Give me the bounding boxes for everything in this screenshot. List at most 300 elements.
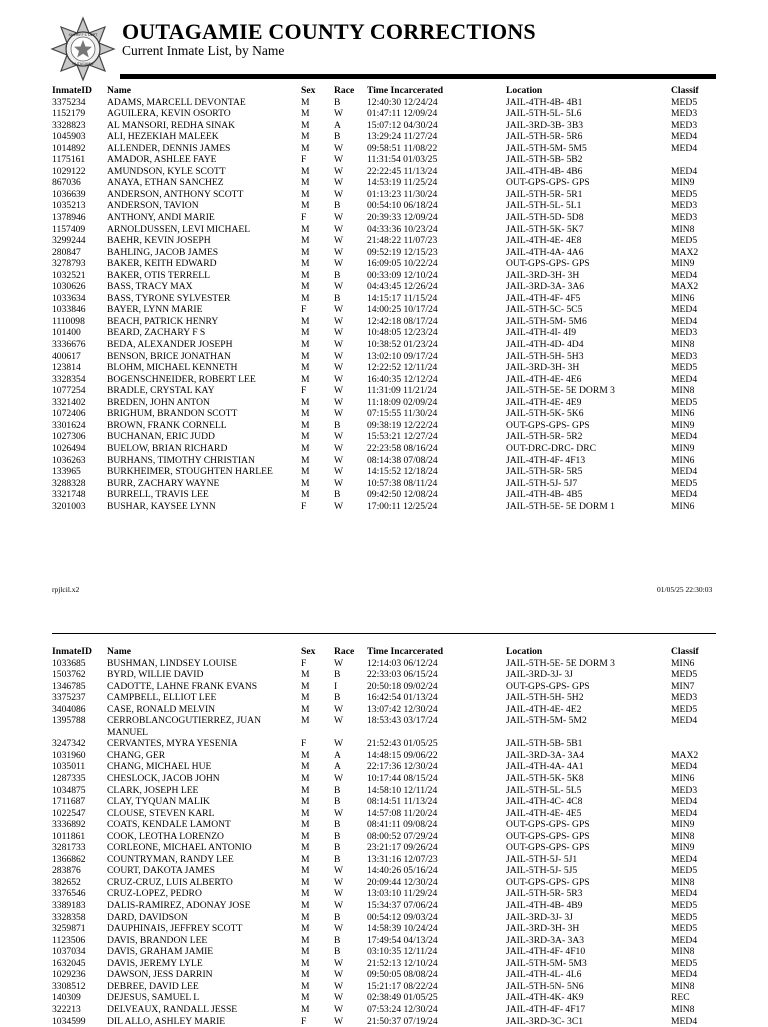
cell-inmate-id: 1110098	[52, 316, 85, 328]
cell-classif: MED3	[671, 200, 697, 212]
cell-classif: MIN9	[671, 842, 694, 854]
cell-inmate-id: 1346785	[52, 681, 86, 693]
cell-time-incarcerated: 08:41:11 09/08/24	[367, 819, 437, 831]
cell-name: DALIS-RAMIREZ, ADONAY JOSE	[107, 900, 250, 912]
column-header-inmate-id: InmateID	[52, 85, 92, 97]
cell-name: BASS, TYRONE SYLVESTER	[107, 293, 230, 305]
table-row	[52, 224, 732, 236]
cell-sex: M	[301, 704, 310, 716]
table-row	[52, 397, 732, 409]
table-row	[52, 773, 732, 785]
cell-sex: M	[301, 270, 310, 282]
cell-time-incarcerated: 14:58:39 10/24/24	[367, 923, 438, 935]
cell-time-incarcerated: 21:52:43 01/05/25	[367, 738, 438, 750]
cell-race: B	[334, 293, 340, 305]
cell-classif: MED4	[671, 131, 697, 143]
cell-name: BUCHANAN, ERIC JUDD	[107, 431, 215, 443]
cell-location: JAIL-5TH-5M- 5M5	[506, 143, 587, 155]
cell-location: OUT-GPS-GPS- GPS	[506, 877, 590, 889]
cell-race: W	[334, 281, 343, 293]
cell-time-incarcerated: 00:54:10 06/18/24	[367, 200, 438, 212]
cell-location: JAIL-5TH-5C- 5C5	[506, 304, 582, 316]
cell-classif: MED4	[671, 316, 697, 328]
table-row	[52, 900, 732, 912]
cell-classif: MIN6	[671, 293, 694, 305]
cell-sex: M	[301, 97, 310, 109]
inmate-table-page-1	[52, 85, 732, 512]
page-break-divider	[52, 633, 716, 634]
print-timestamp: 01/05/25 22:30:03	[657, 585, 712, 594]
cell-time-incarcerated: 01:13:23 11/30/24	[367, 189, 437, 201]
table-row	[52, 1016, 732, 1027]
cell-race: W	[334, 923, 343, 935]
table-row	[52, 478, 732, 490]
table-row	[52, 235, 732, 247]
cell-time-incarcerated: 16:40:35 12/12/24	[367, 374, 438, 386]
cell-classif: REC	[671, 992, 690, 1004]
cell-race: A	[334, 750, 341, 762]
cell-classif: MED5	[671, 669, 697, 681]
table-row	[52, 935, 732, 947]
table-row	[52, 408, 732, 420]
cell-time-incarcerated: 20:09:44 12/30/24	[367, 877, 438, 889]
cell-inmate-id: 1033685	[52, 658, 86, 670]
cell-name: CHANG, MICHAEL HUE	[107, 761, 211, 773]
table-row	[52, 658, 732, 670]
cell-location: JAIL-5TH-5E- 5E DORM 3	[506, 385, 615, 397]
cell-location: JAIL-3RD-3J- 3J	[506, 912, 573, 924]
cell-race: B	[334, 97, 340, 109]
cell-time-incarcerated: 10:48:05 12/23/24	[367, 327, 438, 339]
column-header-name: Name	[107, 646, 131, 658]
table-row	[52, 808, 732, 820]
cell-location: OUT-GPS-GPS- GPS	[506, 177, 590, 189]
cell-sex: M	[301, 258, 310, 270]
cell-location: JAIL-5TH-5R- 5R2	[506, 431, 582, 443]
table-row	[52, 200, 732, 212]
cell-time-incarcerated: 08:00:52 07/29/24	[367, 831, 438, 843]
cell-location: JAIL-5TH-5J- 5J1	[506, 854, 577, 866]
cell-race: B	[334, 669, 340, 681]
cell-race: W	[334, 738, 343, 750]
column-header-classif: Classif	[671, 85, 699, 97]
table-row	[52, 704, 732, 716]
cell-classif: MED3	[671, 785, 697, 797]
cell-time-incarcerated: 12:40:30 12/24/24	[367, 97, 438, 109]
cell-location: JAIL-5TH-5K- 5K7	[506, 224, 584, 236]
cell-sex: M	[301, 247, 310, 259]
cell-location: JAIL-4TH-4B- 4B6	[506, 166, 582, 178]
cell-sex: M	[301, 1004, 310, 1016]
table-row	[52, 923, 732, 935]
table-row	[52, 946, 732, 958]
cell-race: W	[334, 704, 343, 716]
cell-classif: MED4	[671, 854, 697, 866]
cell-location: JAIL-5TH-5M- 5M6	[506, 316, 587, 328]
header-divider	[120, 74, 716, 79]
cell-inmate-id: 1031960	[52, 750, 86, 762]
cell-inmate-id: 1123506	[52, 935, 85, 947]
cell-classif: MED4	[671, 143, 697, 155]
cell-location: JAIL-5TH-5N- 5N6	[506, 981, 584, 993]
cell-inmate-id: 1077254	[52, 385, 86, 397]
cell-race: W	[334, 327, 343, 339]
cell-sex: M	[301, 478, 310, 490]
cell-location: JAIL-5TH-5B- 5B2	[506, 154, 582, 166]
cell-name: AMUNDSON, KYLE SCOTT	[107, 166, 226, 178]
cell-sex: M	[301, 750, 310, 762]
cell-time-incarcerated: 04:43:45 12/26/24	[367, 281, 438, 293]
cell-name: BROWN, FRANK CORNELL	[107, 420, 227, 432]
cell-inmate-id: 1033846	[52, 304, 86, 316]
cell-classif: MIN9	[671, 443, 694, 455]
cell-classif: MED5	[671, 900, 697, 912]
cell-inmate-id: 400617	[52, 351, 81, 363]
cell-time-incarcerated: 12:14:03 06/12/24	[367, 658, 438, 670]
cell-inmate-id: 1287335	[52, 773, 86, 785]
cell-name: AGUILERA, KEVIN OSORTO	[107, 108, 231, 120]
cell-time-incarcerated: 11:31:09 11/21/24	[367, 385, 437, 397]
column-header-inmate-id: InmateID	[52, 646, 92, 658]
cell-time-incarcerated: 10:38:52 01/23/24	[367, 339, 438, 351]
cell-time-incarcerated: 12:42:18 08/17/24	[367, 316, 438, 328]
cell-name: DAVIS, GRAHAM JAMIE	[107, 946, 213, 958]
cell-inmate-id: 1034875	[52, 785, 86, 797]
cell-name: CLAY, TYQUAN MALIK	[107, 796, 210, 808]
cell-inmate-id: 3376546	[52, 888, 86, 900]
cell-race: W	[334, 443, 343, 455]
table-row	[52, 316, 732, 328]
cell-inmate-id: 1072406	[52, 408, 86, 420]
cell-location: JAIL-4TH-4A- 4A6	[506, 247, 584, 259]
cell-inmate-id: 1045903	[52, 131, 86, 143]
cell-race: W	[334, 247, 343, 259]
cell-time-incarcerated: 08:14:51 11/13/24	[367, 796, 437, 808]
cell-race: I	[334, 681, 337, 693]
table-row	[52, 692, 732, 704]
cell-location: OUT-DRC-DRC- DRC	[506, 443, 596, 455]
cell-time-incarcerated: 14:40:26 05/16/24	[367, 865, 438, 877]
cell-classif: MIN8	[671, 385, 694, 397]
cell-name: DARD, DAVIDSON	[107, 912, 188, 924]
cell-sex: F	[301, 212, 306, 224]
cell-race: W	[334, 304, 343, 316]
cell-sex: M	[301, 669, 310, 681]
cell-name: ADAMS, MARCELL DEVONTAE	[107, 97, 246, 109]
cell-location: JAIL-5TH-5L- 5L5	[506, 785, 581, 797]
cell-inmate-id: 123814	[52, 362, 81, 374]
cell-sex: M	[301, 189, 310, 201]
cell-sex: F	[301, 385, 306, 397]
table-row	[52, 877, 732, 889]
cell-time-incarcerated: 20:50:18 09/02/24	[367, 681, 438, 693]
cell-name: CHANG, GER	[107, 750, 165, 762]
cell-inmate-id: 3328823	[52, 120, 86, 132]
cell-sex: M	[301, 327, 310, 339]
cell-race: W	[334, 385, 343, 397]
table-header-row	[52, 85, 732, 97]
cell-classif: MED5	[671, 704, 697, 716]
cell-inmate-id: 3375234	[52, 97, 86, 109]
cell-classif: MIN6	[671, 658, 694, 670]
cell-location: JAIL-3RD-3B- 3B3	[506, 120, 583, 132]
cell-sex: M	[301, 773, 310, 785]
cell-time-incarcerated: 07:53:24 12/30/24	[367, 1004, 438, 1016]
column-header-race: Race	[334, 646, 354, 658]
cell-sex: F	[301, 1016, 306, 1027]
cell-name: CLOUSE, STEVEN KARL	[107, 808, 214, 820]
cell-location: JAIL-5TH-5D- 5D8	[506, 212, 584, 224]
cell-location: JAIL-5TH-5K- 5K8	[506, 773, 584, 785]
table-row	[52, 327, 732, 339]
cell-location: JAIL-3RD-3H- 3H	[506, 270, 579, 282]
cell-classif: MIN9	[671, 420, 694, 432]
cell-location: JAIL-3RD-3H- 3H	[506, 923, 579, 935]
cell-inmate-id: 1152179	[52, 108, 85, 120]
cell-inmate-id: 3301624	[52, 420, 86, 432]
cell-inmate-id: 1030626	[52, 281, 86, 293]
cell-classif: MIN6	[671, 455, 694, 467]
table-row	[52, 166, 732, 178]
cell-time-incarcerated: 08:14:38 07/08/24	[367, 455, 438, 467]
cell-inmate-id: 3375237	[52, 692, 86, 704]
cell-name: DEBREE, DAVID LEE	[107, 981, 199, 993]
cell-race: W	[334, 877, 343, 889]
cell-time-incarcerated: 09:50:05 08/08/24	[367, 969, 438, 981]
cell-sex: F	[301, 738, 306, 750]
cell-sex: F	[301, 501, 306, 513]
cell-location: JAIL-5TH-5J- 5J7	[506, 478, 577, 490]
cell-race: W	[334, 981, 343, 993]
cell-inmate-id: 3389183	[52, 900, 86, 912]
cell-race: B	[334, 912, 340, 924]
cell-sex: M	[301, 224, 310, 236]
cell-race: W	[334, 478, 343, 490]
cell-classif: MED4	[671, 1016, 697, 1027]
cell-sex: M	[301, 785, 310, 797]
cell-inmate-id: 1036639	[52, 189, 86, 201]
table-row	[52, 842, 732, 854]
cell-inmate-id: 1711687	[52, 796, 85, 808]
cell-classif: MED3	[671, 692, 697, 704]
cell-race: B	[334, 819, 340, 831]
cell-sex: M	[301, 362, 310, 374]
cell-location: JAIL-5TH-5R- 5R1	[506, 189, 582, 201]
column-header-race: Race	[334, 85, 354, 97]
table-row	[52, 669, 732, 681]
sheriff-star-badge-icon	[50, 16, 116, 82]
cell-inmate-id: 1632045	[52, 958, 86, 970]
cell-inmate-id: 3336676	[52, 339, 86, 351]
table-row	[52, 738, 732, 750]
cell-classif: MED4	[671, 489, 697, 501]
cell-time-incarcerated: 21:48:22 11/07/23	[367, 235, 437, 247]
table-row	[52, 97, 732, 109]
cell-sex: M	[301, 455, 310, 467]
cell-sex: M	[301, 681, 310, 693]
cell-sex: M	[301, 166, 310, 178]
cell-race: W	[334, 351, 343, 363]
cell-classif: MED5	[671, 235, 697, 247]
cell-race: W	[334, 166, 343, 178]
cell-race: W	[334, 466, 343, 478]
table-row	[52, 466, 732, 478]
cell-location: OUT-GPS-GPS- GPS	[506, 819, 590, 831]
cell-race: W	[334, 969, 343, 981]
cell-location: OUT-GPS-GPS- GPS	[506, 258, 590, 270]
cell-inmate-id: 382652	[52, 877, 81, 889]
cell-inmate-id: 3328354	[52, 374, 86, 386]
cell-name: CAMPBELL, ELLIOT LEE	[107, 692, 216, 704]
cell-name: BAKER, KEITH EDWARD	[107, 258, 217, 270]
cell-location: JAIL-5TH-5J- 5J5	[506, 865, 577, 877]
table-row	[52, 143, 732, 155]
table-row	[52, 750, 732, 762]
cell-time-incarcerated: 15:53:21 12/27/24	[367, 431, 438, 443]
cell-location: JAIL-5TH-5M- 5M2	[506, 715, 587, 727]
cell-sex: M	[301, 808, 310, 820]
cell-inmate-id: 3278793	[52, 258, 86, 270]
cell-race: W	[334, 316, 343, 328]
cell-time-incarcerated: 07:15:55 11/30/24	[367, 408, 437, 420]
cell-time-incarcerated: 14:57:08 11/20/24	[367, 808, 437, 820]
seal-top-text: SHERIFF'S DEPT	[69, 33, 99, 37]
cell-inmate-id: 3328358	[52, 912, 86, 924]
cell-sex: M	[301, 489, 310, 501]
cell-classif: MED5	[671, 189, 697, 201]
cell-name: BURR, ZACHARY WAYNE	[107, 478, 219, 490]
cell-classif: MIN6	[671, 773, 694, 785]
cell-location: JAIL-4TH-4E- 4E9	[506, 397, 581, 409]
cell-location: JAIL-5TH-5R- 5R5	[506, 466, 582, 478]
cell-time-incarcerated: 00:33:09 12/10/24	[367, 270, 438, 282]
cell-location: JAIL-4TH-4D- 4D4	[506, 339, 584, 351]
cell-classif: MED3	[671, 212, 697, 224]
cell-race: W	[334, 865, 343, 877]
cell-time-incarcerated: 09:52:19 12/15/23	[367, 247, 438, 259]
table-row	[52, 455, 732, 467]
cell-name: DAUPHINAIS, JEFFREY SCOTT	[107, 923, 242, 935]
cell-name: DIL ALLO, ASHLEY MARIE	[107, 1016, 225, 1027]
cell-inmate-id: 1378946	[52, 212, 86, 224]
cell-name: ANTHONY, ANDI MARIE	[107, 212, 215, 224]
cell-race: W	[334, 189, 343, 201]
table-row	[52, 258, 732, 270]
table-row	[52, 281, 732, 293]
cell-time-incarcerated: 23:21:17 09/26/24	[367, 842, 438, 854]
cell-time-incarcerated: 13:31:16 12/07/23	[367, 854, 438, 866]
cell-race: B	[334, 131, 340, 143]
cell-classif: MIN6	[671, 408, 694, 420]
table-row	[52, 339, 732, 351]
cell-sex: M	[301, 923, 310, 935]
cell-name: BUSHAR, KAYSEE LYNN	[107, 501, 216, 513]
table-row	[52, 958, 732, 970]
cell-inmate-id: 1503762	[52, 669, 86, 681]
cell-race: A	[334, 120, 341, 132]
cell-location: JAIL-3RD-3A- 3A4	[506, 750, 584, 762]
cell-inmate-id: 1036263	[52, 455, 86, 467]
cell-classif: MIN8	[671, 831, 694, 843]
table-row	[52, 888, 732, 900]
cell-location: JAIL-5TH-5K- 5K6	[506, 408, 584, 420]
cell-inmate-id: 1029236	[52, 969, 86, 981]
column-header-location: Location	[506, 646, 542, 658]
cell-name: BAYER, LYNN MARIE	[107, 304, 202, 316]
cell-race: B	[334, 420, 340, 432]
cell-inmate-id: 3259871	[52, 923, 86, 935]
cell-time-incarcerated: 12:22:52 12/11/24	[367, 362, 437, 374]
cell-race: B	[334, 785, 340, 797]
report-title: OUTAGAMIE COUNTY CORRECTIONS	[122, 19, 536, 45]
cell-race: W	[334, 224, 343, 236]
table-row	[52, 247, 732, 259]
cell-race: W	[334, 431, 343, 443]
cell-name: DAWSON, JESS DARRIN	[107, 969, 213, 981]
cell-location: JAIL-5TH-5E- 5E DORM 1	[506, 501, 615, 513]
cell-inmate-id: 1026494	[52, 443, 86, 455]
table-row	[52, 969, 732, 981]
cell-name: BLOHM, MICHAEL KENNETH	[107, 362, 237, 374]
cell-name: DAVIS, BRANDON LEE	[107, 935, 207, 947]
cell-location: JAIL-4TH-4B- 4B5	[506, 489, 582, 501]
cell-name: BRIGHUM, BRANDON SCOTT	[107, 408, 237, 420]
cell-time-incarcerated: 15:21:17 08/22/24	[367, 981, 438, 993]
cell-sex: M	[301, 761, 310, 773]
cell-classif: MIN8	[671, 877, 694, 889]
cell-sex: M	[301, 120, 310, 132]
table-row	[52, 120, 732, 132]
table-row	[52, 501, 732, 513]
cell-name: COUNTRYMAN, RANDY LEE	[107, 854, 234, 866]
cell-name: BAHLING, JACOB JAMES	[107, 247, 218, 259]
cell-name: ALI, HEZEKIAH MALEEK	[107, 131, 219, 143]
cell-sex: M	[301, 374, 310, 386]
table-row	[52, 912, 732, 924]
table-row	[52, 1004, 732, 1016]
cell-time-incarcerated: 14:48:15 09/06/22	[367, 750, 438, 762]
cell-race: W	[334, 1004, 343, 1016]
cell-inmate-id: 322213	[52, 1004, 81, 1016]
cell-race: W	[334, 888, 343, 900]
cell-name: CHESLOCK, JACOB JOHN	[107, 773, 220, 785]
cell-name: BYRD, WILLIE DAVID	[107, 669, 203, 681]
cell-location: JAIL-4TH-4A- 4A1	[506, 761, 584, 773]
cell-sex: M	[301, 946, 310, 958]
table-row	[52, 715, 732, 738]
cell-inmate-id: 140309	[52, 992, 81, 1004]
table-row	[52, 489, 732, 501]
cell-race: W	[334, 108, 343, 120]
cell-location: JAIL-4TH-4L- 4L6	[506, 969, 581, 981]
cell-inmate-id: 1366862	[52, 854, 86, 866]
cell-sex: M	[301, 854, 310, 866]
cell-classif: MED5	[671, 912, 697, 924]
cell-sex: M	[301, 842, 310, 854]
cell-name: ANDERSON, TAVION	[107, 200, 199, 212]
cell-name: BUSHMAN, LINDSEY LOUISE	[107, 658, 237, 670]
cell-location: JAIL-5TH-5H- 5H3	[506, 351, 584, 363]
cell-time-incarcerated: 21:52:13 12/10/24	[367, 958, 438, 970]
cell-name: BEDA, ALEXANDER JOSEPH	[107, 339, 233, 351]
table-row	[52, 681, 732, 693]
cell-sex: M	[301, 912, 310, 924]
cell-sex: M	[301, 692, 310, 704]
cell-inmate-id: 1029122	[52, 166, 86, 178]
cell-race: B	[334, 935, 340, 947]
cell-sex: M	[301, 969, 310, 981]
cell-name: CRUZ-CRUZ, LUIS ALBERTO	[107, 877, 233, 889]
